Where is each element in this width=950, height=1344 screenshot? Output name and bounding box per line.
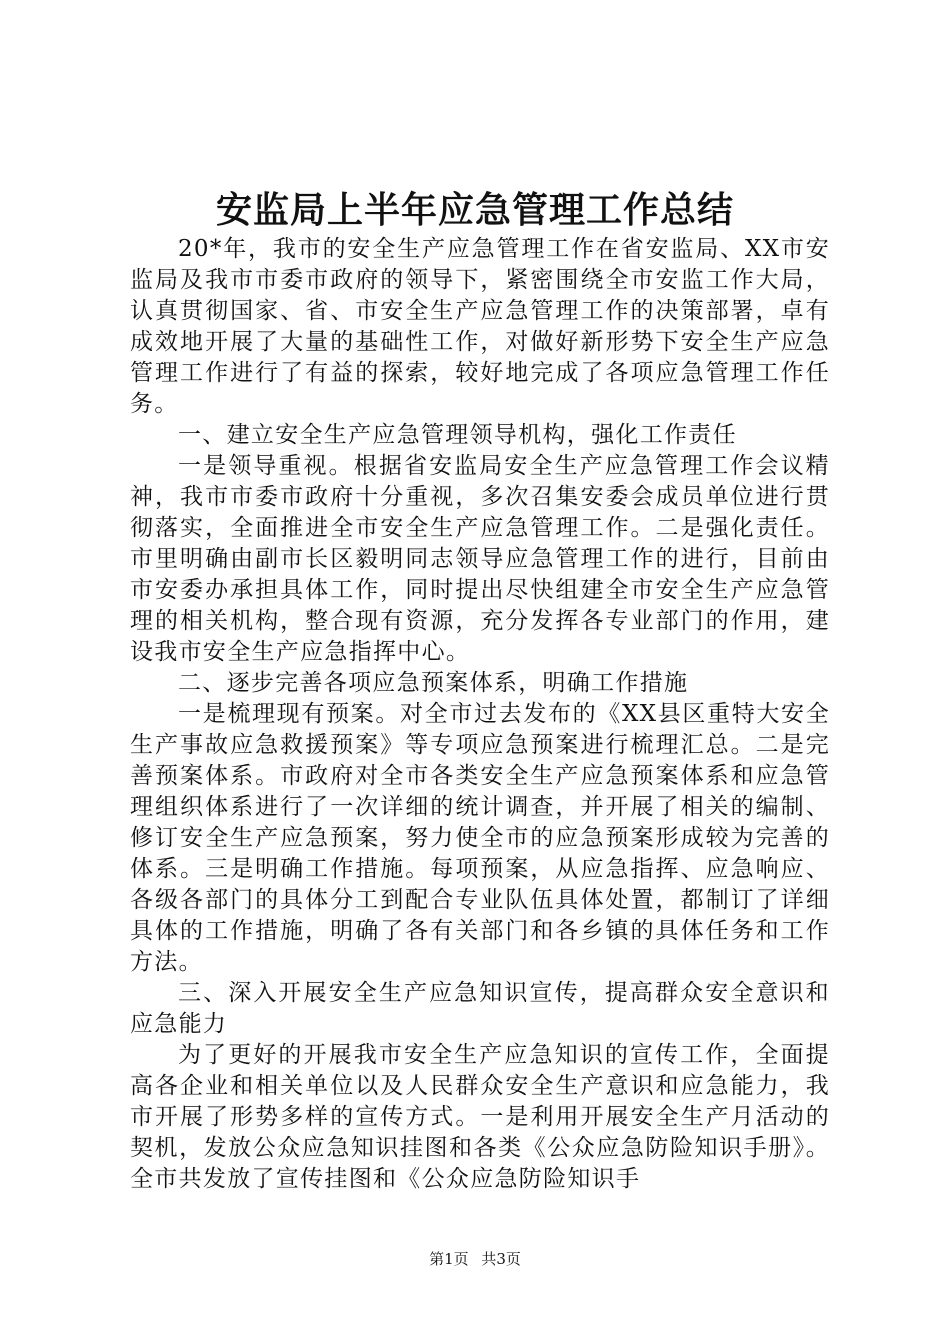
section-heading-1: 一、建立安全生产应急管理领导机构，强化工作责任 (178, 422, 737, 448)
section-paragraph-1: 一是领导重视。根据省安监局安全生产应急管理工作会议精神，我市市委市政府十分重视，多次召集安委会成员单位进行贯彻落实，全面推进全市安全生产应急管理工作。二是强化责任。市里明确由副市长区毅明同志领导应急管理工作的进行，目前由市安委办承担具体工作，同时提出尽快组建全市安全生产应急管理的相关机构，整合现有资源，充分发挥各专业部门的作用，建设我市安全生产应急指挥中心。 (130, 453, 830, 665)
document-body (130, 234, 830, 1195)
document-title: 安监局上半年应急管理工作总结 (215, 189, 734, 231)
page-footer (0, 1249, 950, 1269)
section-paragraph-3: 为了更好的开展我市安全生产应急知识的宣传工作，全面提高各企业和相关单位以及人民群众安全生产意识和应急能力，我市开展了形势多样的宣传方式。一是利用开展安全生产月活动的契机，发放公众应急知识挂图和各类《公众应急防险知识手册》。全市共发放了宣传挂图和《公众应急防险知识手 (130, 1042, 830, 1192)
section-paragraph-2: 一是梳理现有预案。对全市过去发布的《XX县区重特大安全生产事故应急救援预案》等专项应急预案进行梳理汇总。二是完善预案体系。市政府对全市各类安全生产应急预案体系和应急管理组织体系进行了一次详细的统计调查，并开展了相关的编制、修订安全生产应急预案，努力使全市的应急预案形成较为完善的体系。三是明确工作措施。每项预案，从应急指挥、应急响应、各级各部门的具体分工到配合专业队伍具体处置，都制订了详细具体的工作措施，明确了各有关部门和各乡镇的具体任务和工作方法。 (130, 701, 830, 975)
intro-paragraph: 20*年，我市的安全生产应急管理工作在省安监局、XX市安监局及我市市委市政府的领导下，紧密围绕全市安监工作大局，认真贯彻国家、省、市安全生产应急管理工作的决策部署，卓有成效地开展了大量的基础性工作，对做好新形势下安全生产应急管理工作进行了有益的探索，较好地完成了各项应急管理工作任务。 (130, 236, 830, 417)
page-number: 第1页 (429, 1250, 469, 1268)
page-total: 共3页 (481, 1250, 521, 1268)
section-heading-2: 二、逐步完善各项应急预案体系，明确工作措施 (178, 670, 689, 696)
section-heading-3: 三、深入开展安全生产应急知识宣传，提高群众安全意识和应急能力 (130, 980, 830, 1037)
